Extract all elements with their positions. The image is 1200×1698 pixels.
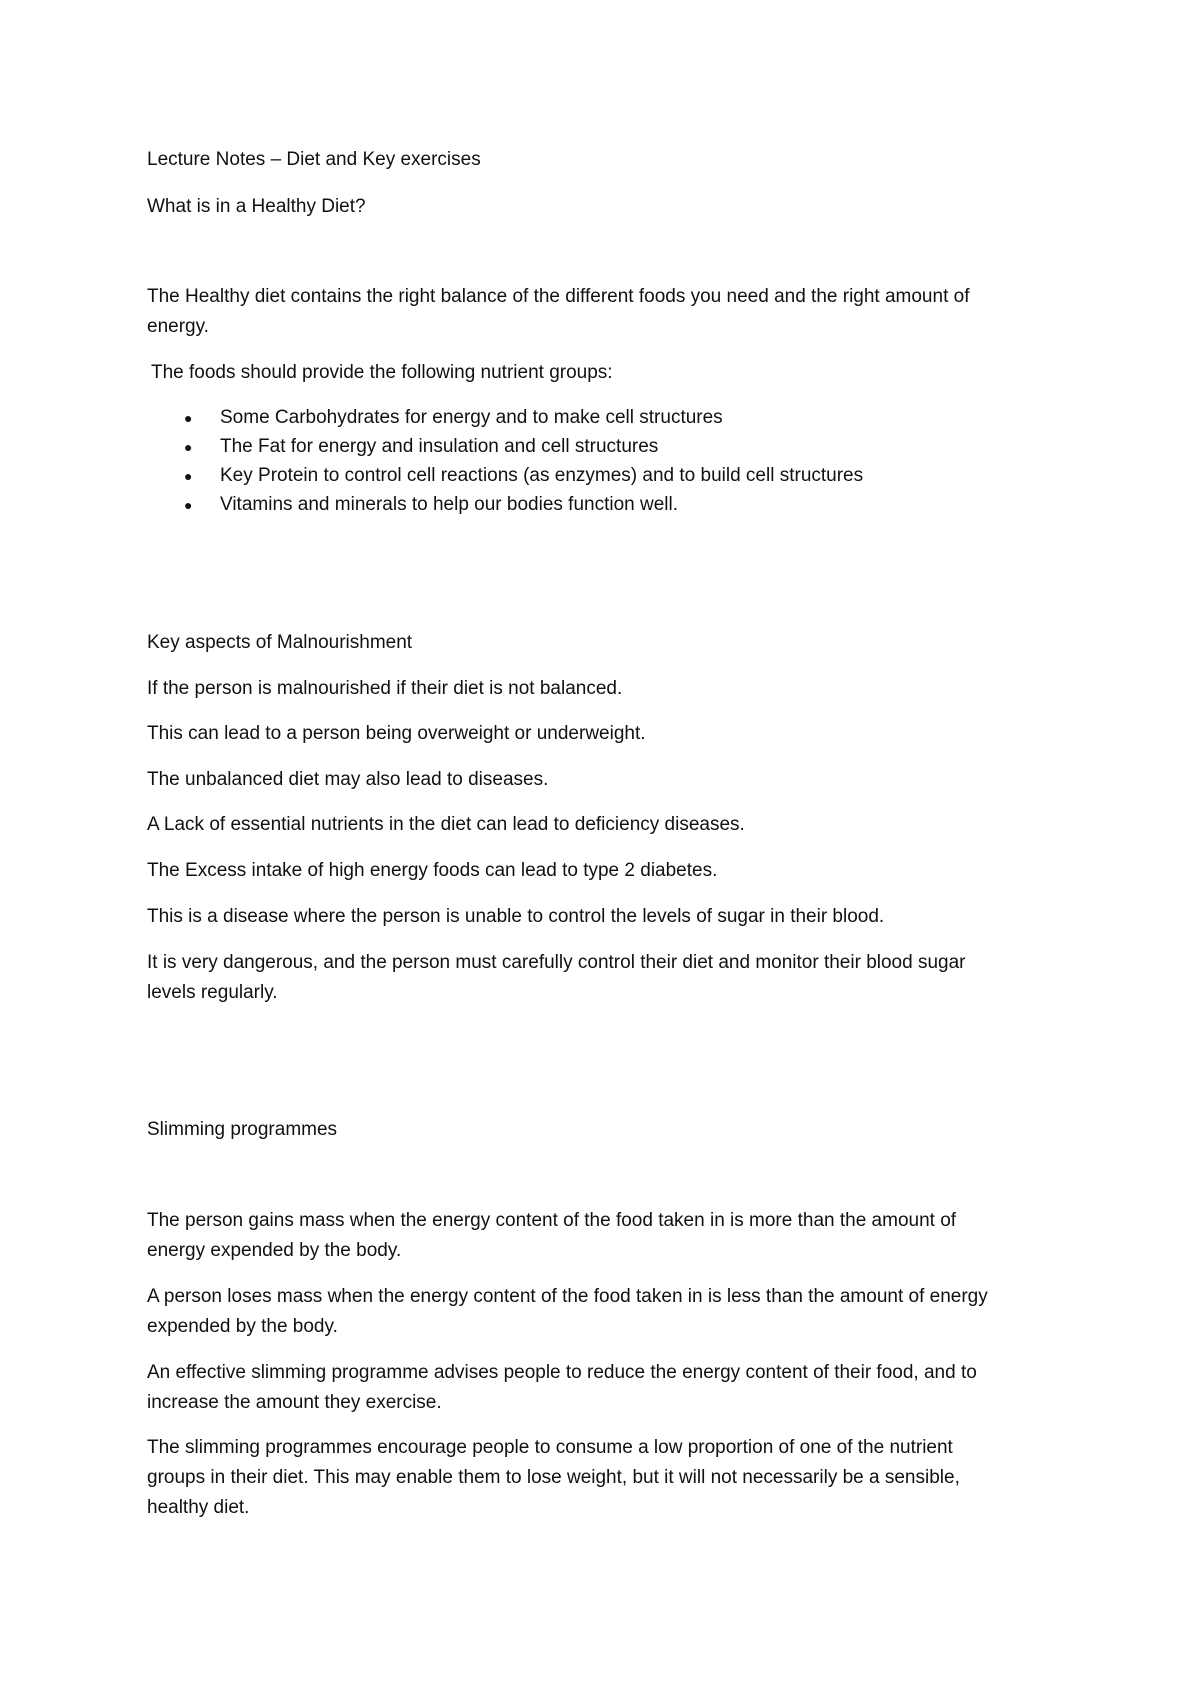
- paragraph-line: A Lack of essential nutrients in the diet can lead to deficiency diseases.: [147, 814, 745, 835]
- paragraph-line: The person gains mass when the energy content of the food taken in is more than the amount of: [147, 1210, 957, 1231]
- paragraph-line: healthy diet.: [147, 1497, 250, 1518]
- paragraph-line: energy.: [147, 316, 209, 337]
- bullet-icon: ●: [184, 468, 193, 484]
- section-heading-malnourishment: Key aspects of Malnourishment: [147, 632, 413, 653]
- paragraph-line: If the person is malnourished if their diet is not balanced.: [147, 678, 623, 699]
- paragraph-line: The unbalanced diet may also lead to diseases.: [147, 769, 549, 790]
- section-heading-healthy-diet: What is in a Healthy Diet?: [147, 196, 366, 217]
- bullet-icon: ●: [184, 439, 193, 455]
- paragraph-line: This is a disease where the person is unable to control the levels of sugar in their blood.: [147, 906, 885, 927]
- list-item: Key Protein to control cell reactions (as enzymes) and to build cell structures: [220, 465, 864, 486]
- paragraph-line: It is very dangerous, and the person must carefully control their diet and monitor their blood sugar: [147, 952, 966, 973]
- document-title: Lecture Notes – Diet and Key exercises: [147, 149, 481, 170]
- paragraph-line: The slimming programmes encourage people to consume a low proportion of one of the nutrient: [147, 1437, 953, 1458]
- paragraph-line: An effective slimming programme advises people to reduce the energy content of their food, and to: [147, 1362, 977, 1383]
- list-item: The Fat for energy and insulation and cell structures: [220, 436, 659, 457]
- paragraph-line: The foods should provide the following nutrient groups:: [151, 362, 613, 383]
- paragraph-line: The Healthy diet contains the right balance of the different foods you need and the right amount of: [147, 286, 970, 307]
- paragraph-line: groups in their diet. This may enable them to lose weight, but it will not necessarily be a sensible,: [147, 1467, 960, 1488]
- bullet-icon: ●: [184, 497, 193, 513]
- paragraph-line: energy expended by the body.: [147, 1240, 402, 1261]
- paragraph-line: levels regularly.: [147, 982, 278, 1003]
- section-heading-slimming: Slimming programmes: [147, 1119, 338, 1140]
- paragraph-line: expended by the body.: [147, 1316, 338, 1337]
- paragraph-line: increase the amount they exercise.: [147, 1392, 442, 1413]
- paragraph-line: A person loses mass when the energy content of the food taken in is less than the amount of energy: [147, 1286, 988, 1307]
- list-item: Some Carbohydrates for energy and to make cell structures: [220, 407, 723, 428]
- bullet-icon: ●: [184, 410, 193, 426]
- list-item: Vitamins and minerals to help our bodies function well.: [220, 494, 679, 515]
- paragraph-line: The Excess intake of high energy foods can lead to type 2 diabetes.: [147, 860, 718, 881]
- paragraph-line: This can lead to a person being overweight or underweight.: [147, 723, 646, 744]
